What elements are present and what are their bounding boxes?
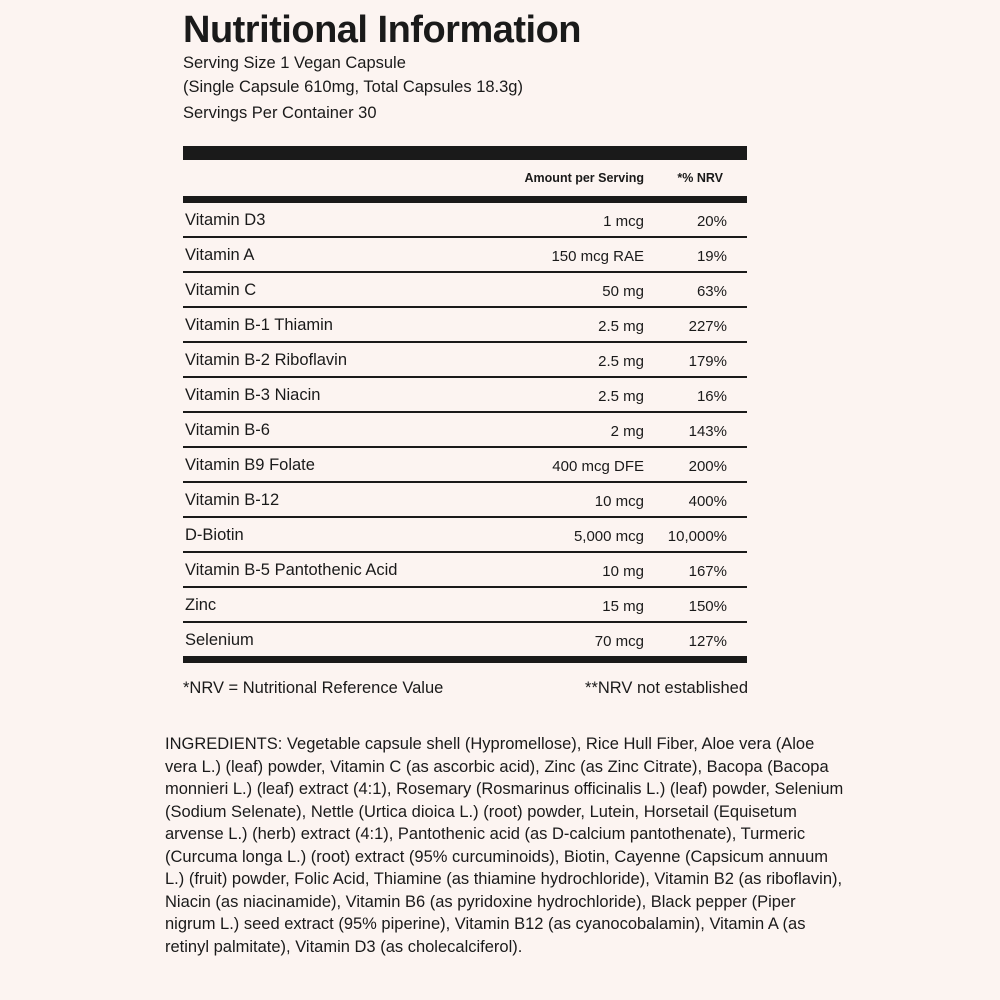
nutrient-amount: 2.5 mg [598,353,644,370]
nutrient-amount: 1 mcg [603,213,644,230]
nutrient-amount: 2.5 mg [598,388,644,405]
table-header-divider [183,196,747,203]
nutrient-name: Vitamin B-2 Riboflavin [185,351,348,369]
nutrient-nrv: 20% [696,213,727,230]
nutrient-amount: 50 mg [602,283,644,300]
nutrient-name: D-Biotin [185,526,244,544]
nutrient-amount: 10 mg [602,563,644,580]
nutrient-name: Vitamin A [185,246,255,264]
table-header [183,160,747,196]
table-row [183,343,747,378]
table-row [183,553,747,588]
nutrient-name: Vitamin B-12 [185,491,280,509]
nutrient-nrv: 400% [688,493,727,510]
nutrient-nrv: 143% [688,423,727,440]
table-row [183,448,747,483]
nutrient-nrv: 63% [696,283,727,300]
nutrient-nrv: 19% [696,248,727,265]
table-row [183,203,747,238]
nutrient-nrv: 16% [696,388,727,405]
nutrient-amount: 5,000 mcg [573,528,644,545]
serving-size: Serving Size 1 Vegan Capsule [183,54,406,72]
header-amount: Amount per Serving [524,171,644,185]
table-row [183,483,747,518]
table-bottom-bar [183,656,747,663]
footnote-not-established: **NRV not established [585,679,748,697]
footnote-nrv: *NRV = Nutritional Reference Value [183,679,444,697]
nutrient-name: Vitamin B9 Folate [185,456,315,474]
nutrient-nrv: 10,000% [667,528,727,545]
table-row [183,273,747,308]
table-top-bar [183,146,747,160]
nutrient-name: Vitamin D3 [185,211,266,229]
nutrient-nrv: 227% [688,318,727,335]
nutrient-name: Selenium [185,631,254,649]
table-row [183,623,747,656]
table-row [183,413,747,448]
nutrient-name: Zinc [185,596,217,614]
ingredients-text: INGREDIENTS: Vegetable capsule shell (Hypromellose), Rice Hull Fiber, Aloe vera (Aloe vera L.) (leaf) powder, Vitamin C (as ascorbic acid), Zinc (as Zinc Citrate), Bacopa (Bacopa monnieri L.) (leaf) extract (4:1), Rosemary (Rosmarinus officinalis L.) (leaf) powder, Selenium (Sodium Selenate), Nettle (Urtica dioica L.) (root) powder, Lutein, Horsetail (Equisetum arvense L.) (herb) extract (4:1), Pantothenic acid (as D-calcium pantothenate), Turmeric (Curcuma longa L.) (root) extract (95% curcuminoids), Biotin, Cayenne (Capsicum annuum L.) (fruit) powder, Folic Acid, Thiamine (as thiamine hydrochloride), Vitamin B2 (as riboflavin), Niacin (as niacinamide), Vitamin B6 (as pyridoxine hydrochloride), Black pepper (Piper nigrum L.) seed extract (95% piperine), Vitamin B12 (as cyanocobalamin), Vitamin A (as retinyl palmitate), Vitamin D3 (as cholecalciferol). [165,735,844,956]
nutrient-amount: 150 mcg RAE [551,248,644,265]
serving-detail: (Single Capsule 610mg, Total Capsules 18.3g) [183,78,523,96]
nutrient-name: Vitamin C [185,281,257,299]
nutrient-name: Vitamin B-5 Pantothenic Acid [185,561,398,579]
nutrient-amount: 10 mcg [594,493,644,510]
nutrient-amount: 15 mg [602,598,644,615]
page-title: Nutritional Information [183,9,582,51]
nutrient-nrv: 127% [688,633,727,650]
nutrient-name: Vitamin B-1 Thiamin [185,316,333,334]
nutrient-nrv: 150% [688,598,727,615]
nutrient-name: Vitamin B-6 [185,421,270,439]
header-nrv: *% NRV [677,171,723,185]
nutrition-table [183,146,747,663]
nutrient-amount: 400 mcg DFE [552,458,644,475]
nutrient-amount: 2 mg [610,423,644,440]
nutrient-amount: 2.5 mg [598,318,644,335]
table-row [183,238,747,273]
table-row [183,378,747,413]
nutrient-nrv: 167% [688,563,727,580]
nutrient-amount: 70 mcg [594,633,644,650]
servings-per-container: Servings Per Container 30 [183,104,377,122]
table-row [183,308,747,343]
nutrient-nrv: 179% [688,353,727,370]
nutrient-nrv: 200% [688,458,727,475]
table-row [183,518,747,553]
table-body [183,203,747,656]
table-row [183,588,747,623]
nutrient-name: Vitamin B-3 Niacin [185,386,321,404]
